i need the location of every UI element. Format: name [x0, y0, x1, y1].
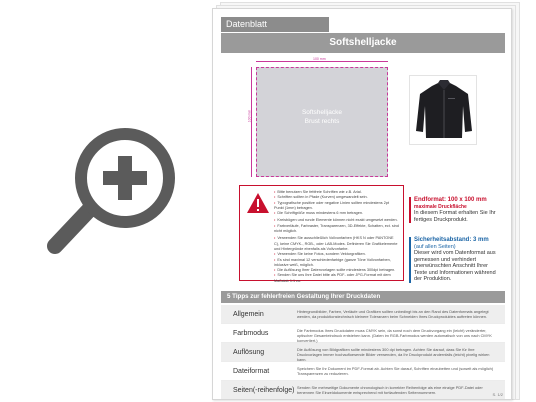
list-item: • Kreisbögen und runde Elemente können nicht exakt umgesetzt werden. [274, 218, 399, 223]
sicherheit-block [409, 237, 501, 283]
list-item: • Die Schriftgröße muss mindestens 6 mm betragen. [274, 211, 399, 216]
zoom-in-icon[interactable] [45, 118, 175, 258]
list-item: • Schriften sollten in Pfade (Kurven) umgewandelt sein. [274, 195, 399, 200]
endformat-text: In diesem Format erhalten Sie Ihr fertiges Druckprodukt. [414, 210, 496, 223]
table-row [221, 324, 505, 343]
height-dimension-label: 100 mm [247, 109, 252, 123]
proof-label-product: Softshelljacke [301, 109, 343, 116]
sicherheit-title: Sicherheitsabstand: 3 mm [414, 237, 489, 243]
tip-value: Die Auflösung von Bildgrafiken sollte mindestens 300 dpi betragen. Achten Sie darauf, dass Sie für Ihre Druckvorlagen immer hochaufloesende Bilder verwenden, da Ihr Druckprodukt andernfalls (leicht) pixelig wirken kann. [297, 347, 490, 362]
warning-triangle-icon [246, 192, 270, 214]
width-dimension-label: 100 mm [313, 57, 326, 61]
tip-value: Die Farbmodus Ihres Druckdaten muss CMYK sein, da sonst noch dem Druckvorgang ein (leicht) veränderter, optischer Gesamteindruck entstehen kann. (Daten im RGB-Farbmodus werden automatisch von uns nach CMYK konvertiert.) [297, 328, 492, 343]
table-row [221, 362, 505, 381]
tip-key: Seiten(-reihenfolge) [233, 387, 295, 394]
tip-key: Auflösung [233, 349, 265, 356]
endformat-title: Endformat: 100 x 100 mm [414, 197, 487, 203]
table-row [221, 343, 505, 362]
list-item: • Es sind maximal 12 verschiedenfarbige (ganze Töne Vollvonfarben, inklusive weiß, möglich. [274, 258, 399, 269]
warning-list [274, 190, 399, 284]
tip-value: Speichern Sie Ihr Dokument im PDF-Format ab. Achten Sie darauf, Schriften einzubetten und (soweit als möglich) Transparenzen zu reduzieren. [297, 366, 494, 376]
tip-value: Hintergrundbilder, Farben, Verläufe und Grafiken sollten unbedingt bis an den Rand des Datenformats angelegt werden, da produktionstechnisch kleinere Toleranzen beim Schneiden Ihres Druckproduktes auftreten können. [297, 309, 489, 319]
print-area-preview [256, 67, 388, 177]
sicherheit-text: Dieser wird vom Datenformat aus gemessen und verhindert unerwünschten Anschnitt Ihrer Texte und Informationen während der Produktion. [414, 250, 496, 282]
datasheet-tab: Datenblatt [221, 17, 329, 32]
tip-value: Senden Sie mehrseitige Dokumente chronologisch in korrekter Reihenfolge als eine einzige PDF-Datei oder benennen Sie Einzeldokumente entsprechend mit fortlaufenden Seitennummern. [297, 385, 483, 395]
sicherheit-sub: (auf allen Seiten) [414, 243, 456, 250]
tip-key: Dateiformat [233, 368, 270, 375]
page-number: S. 1/2 [492, 392, 503, 397]
product-image [409, 75, 477, 145]
tips-table [221, 305, 505, 400]
endformat-block [409, 197, 501, 223]
page-title: Softshelljacke [221, 33, 505, 53]
table-row [221, 305, 505, 324]
tip-key: Allgemein [233, 311, 264, 318]
list-item: • Die Auflösung Ihrer Datenvorlagen sollte mindestens 300dpi betragen. [274, 268, 399, 273]
table-row [221, 381, 505, 400]
list-item: • Verwenden Sie keine Fotos, sondern Vektorgrafiken. [274, 252, 399, 257]
warning-box [239, 185, 404, 281]
list-item: • Senden Sie uns Ihre Datei bitte als PDF- oder JPG-Format mit dem Maßstab 1:1 zu. [274, 273, 399, 284]
list-item: • Typografische positive oder negative Linien sollten mindestens 2pt Punkt (1mm) betragen. [274, 201, 399, 212]
list-item: • Farbverläufe, Farbraster, Transparenzen, 3D-Effekte, Schatten, ect. sind nicht möglich. [274, 224, 399, 235]
width-dimension-line [256, 61, 388, 65]
tip-key: Farbmodus [233, 330, 269, 337]
format-specs [409, 185, 501, 283]
endformat-sub: maximale Druckfläche [414, 203, 467, 210]
datasheet-page [212, 8, 512, 400]
jacket-icon [410, 76, 478, 146]
list-item: • Bitte benutzen Sie fettfreie Schriften wie z.B. Arial. [274, 190, 399, 195]
list-item: • Verwenden Sie ausschließlich Vollvonfarben (HKS N oder PANTONE C), keine CMYK-, RGB-, oder LAB-Modes. Definieren Sie Grafikelemente und Hintergründe ebenfalls als Vollvonfarbe. [274, 236, 399, 252]
proof-label-position: Brust rechts [304, 118, 340, 125]
tips-header: 5 Tipps zur fehlerfreien Gestaltung Ihrer Druckdaten [221, 291, 505, 303]
height-dimension-line [251, 67, 255, 177]
